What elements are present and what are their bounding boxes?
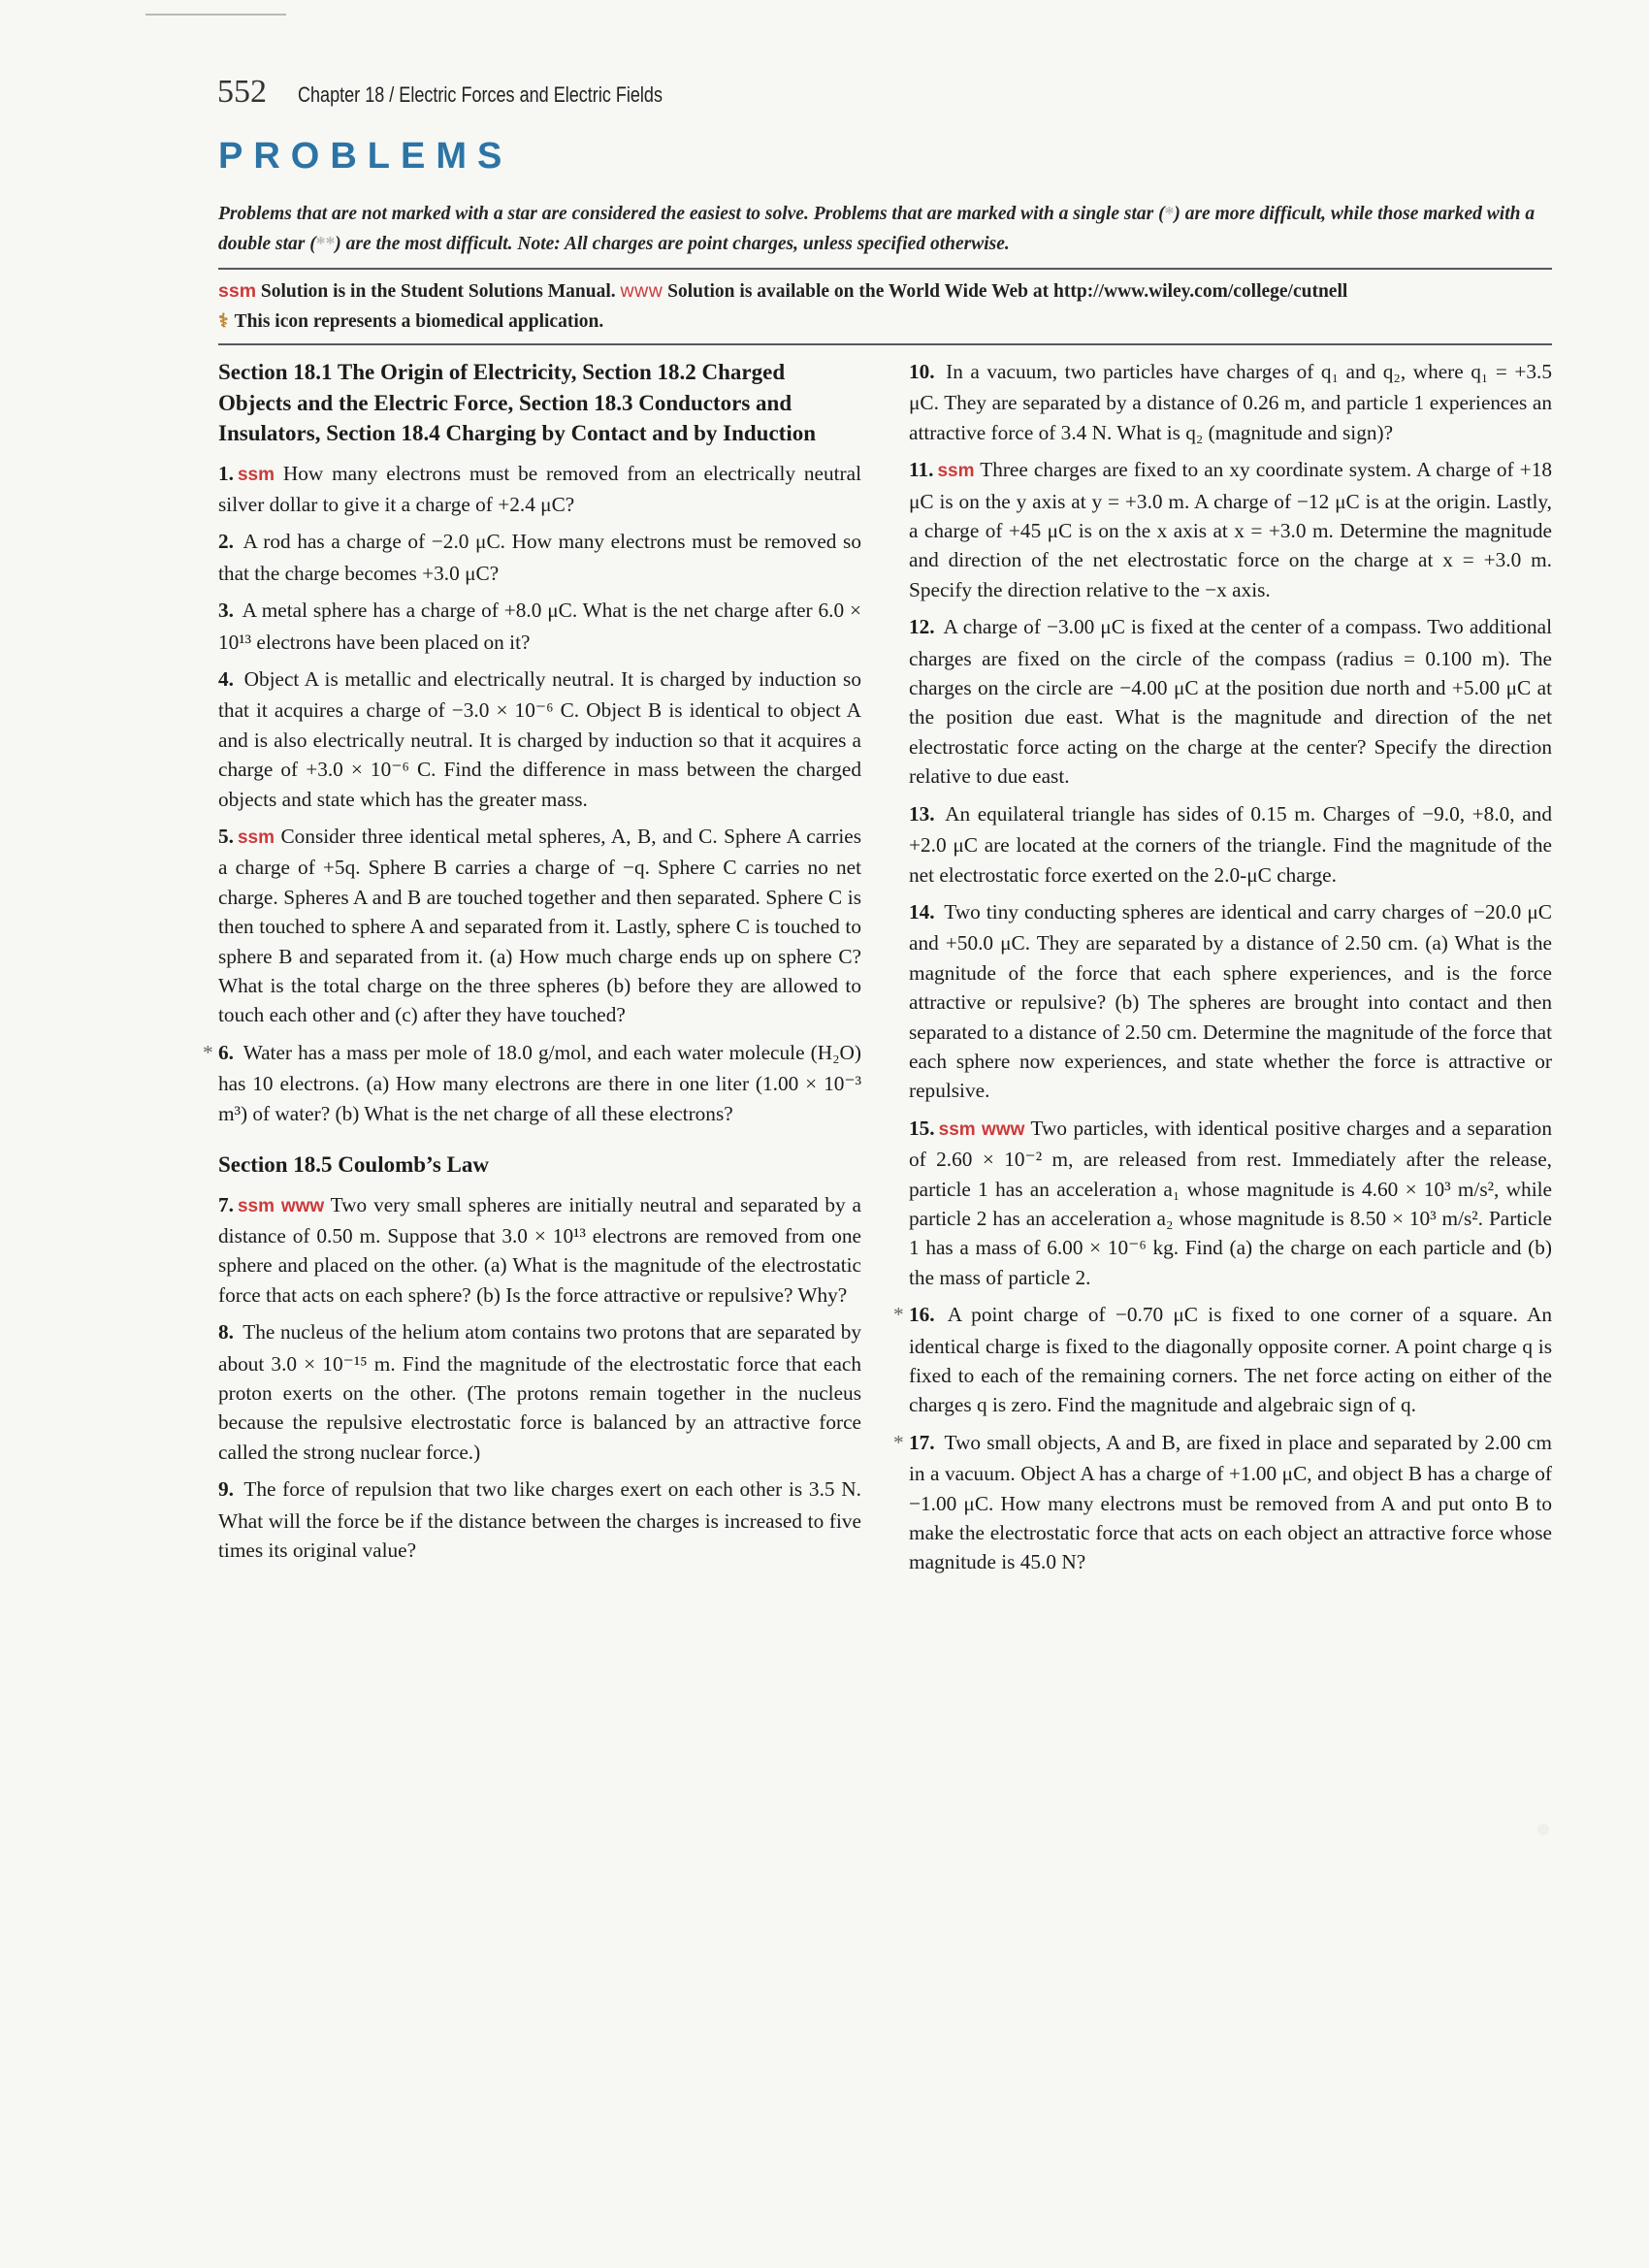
problem-item xyxy=(909,1114,1552,1292)
difficulty-star-icon: * xyxy=(203,1040,213,1064)
single-star-icon: * xyxy=(1164,204,1175,224)
problem-item xyxy=(218,459,861,520)
problem-item xyxy=(893,1300,1552,1420)
problem-number: 2. xyxy=(218,530,234,554)
www-description: Solution is available on the World Wide Web at http://www.wiley.com/college/cutnell xyxy=(667,281,1348,302)
chapter-title: Chapter 18 / Electric Forces and Electric Fields xyxy=(298,82,663,107)
left-column xyxy=(203,357,861,1572)
problem-item xyxy=(909,612,1552,791)
problem-item xyxy=(218,1190,861,1311)
problem-number: 14. xyxy=(909,899,935,923)
bio-description: This icon represents a biomedical application. xyxy=(234,311,604,332)
problem-number: 3. xyxy=(218,599,234,623)
section-heading: Section 18.1 The Origin of Electricity, Section 18.2 Charged Objects and the Electric Force, Section 18.3 Conductors and Insulators, Section 18.4 Charging by Contact and by Induction xyxy=(218,360,817,445)
problem-number: 16. xyxy=(909,1303,935,1327)
legend-line-2 xyxy=(218,307,1557,337)
right-column xyxy=(893,357,1553,1585)
problem-number: 17. xyxy=(909,1430,935,1454)
problem-item xyxy=(203,1038,861,1128)
problem-text: Two very small spheres are initially neutral and separated by a distance of 0.50 m. Suppose that 3.0 × 10¹³ electrons are removed from one sphere and placed on the other. (a) What is the magnitude of the electrostatic force that acts on each sphere? (b) Is the force attractive or repulsive? Why? xyxy=(218,1192,861,1307)
problem-number: 6. xyxy=(218,1040,234,1064)
problem-text: A charge of −3.00 μC is fixed at the center of a compass. Two additional charges are fixed on the circle of the compass (radius = 0.100 m). The charges on the circle are −4.00 μC at the position due north and +5.00 μC at the position due east. What is the magnitude and direction of the net electrostatic force acting on the charge at the center? Specify the direction relative to due east. xyxy=(909,615,1553,789)
difficulty-star-icon: * xyxy=(893,1430,904,1454)
ssm-tag: ssm xyxy=(218,280,257,302)
problem-number: 5. xyxy=(218,824,234,848)
problem-item xyxy=(218,527,861,588)
problem-item xyxy=(909,455,1552,604)
problem-text: The force of repulsion that two like charges exert on each other is 3.5 N. What will the force be if the distance between the charges is increased to five times its original value? xyxy=(218,1477,861,1562)
double-star-icon: ** xyxy=(315,234,336,254)
problem-number: 11. xyxy=(909,458,934,482)
problems-heading: PROBLEMS xyxy=(218,136,513,177)
caduceus-icon: ⚕ xyxy=(218,311,229,332)
problem-number: 8. xyxy=(218,1320,234,1345)
problem-text: The nucleus of the helium atom contains two protons that are separated by about 3.0 × 10⁻¹⁵ m. Find the magnitude of the electrostatic force that each proton exerts on the other. (The protons remain together in the nucleus because the repulsive electrostatic force is balanced by an attractive force called the strong nuclear force.) xyxy=(218,1320,861,1464)
section-heading: Section 18.5 Coulomb’s Law xyxy=(218,1152,489,1178)
problem-text: An equilateral triangle has sides of 0.15 m. Charges of −9.0, +8.0, and +2.0 μC are located at the corners of the triangle. Find the magnitude of the net electrostatic force exerted on the 2.0-μC charge. xyxy=(909,801,1552,887)
problem-item xyxy=(218,1317,861,1467)
intro-text-1: Problems that are not marked with a star are considered the easiest to solve. Problems that are marked with a single star ( xyxy=(218,204,1165,224)
solution-tags: ssm xyxy=(237,464,275,485)
difficulty-star-icon: * xyxy=(893,1303,904,1327)
legend-box xyxy=(218,276,1557,337)
legend-top-rule xyxy=(218,268,1552,270)
www-tag: www xyxy=(620,280,663,302)
problem-text: A metal sphere has a charge of +8.0 μC. What is the net charge after 6.0 × 10¹³ electrons have been placed on it? xyxy=(218,599,861,654)
problem-number: 7. xyxy=(218,1192,234,1216)
problem-list xyxy=(218,1190,861,1566)
solution-tags: ssm xyxy=(937,461,975,482)
problem-text: Two small objects, A and B, are fixed in place and separated by 2.00 cm in a vacuum. Object A has a charge of +1.00 μC, and object B has a charge of −1.00 μC. How many electrons must be removed from A and put onto B to make the electrostatic force that acts on each object an attractive force whose magnitude is 45.0 N? xyxy=(909,1430,1552,1574)
legend-line-1 xyxy=(218,276,1557,307)
problem-text: In a vacuum, two particles have charges of q₁ and q₂, where q₁ = +3.5 μC. They are separated by a distance of 0.26 m, and particle 1 experiences an attractive force of 3.4 N. What is q₂ (magnitude and sign)? xyxy=(909,360,1553,444)
problem-item xyxy=(218,664,861,814)
page-blemish xyxy=(1537,1824,1549,1835)
top-edge-rule xyxy=(146,14,286,16)
solution-tags: ssm www xyxy=(938,1118,1025,1140)
problem-item xyxy=(909,799,1552,890)
problem-number: 10. xyxy=(909,360,935,383)
problem-text: A rod has a charge of −2.0 μC. How many electrons must be removed so that the charge becomes +3.0 μC? xyxy=(218,530,861,585)
problem-item xyxy=(909,897,1552,1106)
problem-item xyxy=(893,1428,1552,1577)
problem-text: Three charges are fixed to an xy coordinate system. A charge of +18 μC is on the y axis at y = +3.0 m. A charge of −12 μC is at the origin. Lastly, a charge of +45 μC is on the x axis at x = +3.0 m. Determine the magnitude and direction of the net electrostatic force on the charge at x = +3.0 m. Specify the direction relative to the −x axis. xyxy=(909,458,1552,601)
ssm-description: Solution is in the Student Solutions Manual. xyxy=(260,281,616,302)
problem-number: 13. xyxy=(909,801,935,826)
problem-text: Water has a mass per mole of 18.0 g/mol, and each water molecule (H₂O) has 10 electrons. (a) How many electrons are there in one liter (1.00 × 10⁻³ m³) of water? (b) What is the net charge of all these electrons? xyxy=(218,1040,861,1125)
problem-number: 9. xyxy=(218,1477,234,1502)
problem-text: Two tiny conducting spheres are identical and carry charges of −20.0 μC and +50.0 μC. They are separated by a distance of 2.50 cm. (a) What is the magnitude of the force that each sphere experiences, and is the force attractive or repulsive? (b) The spheres are brought into contact and then separated to a distance of 2.50 cm. Determine the magnitude of the force that each sphere now experiences, and state whether the force is attractive or repulsive. xyxy=(909,899,1552,1103)
problem-item xyxy=(218,596,861,657)
problem-text: How many electrons must be removed from an electrically neutral silver dollar to give it a charge of +2.4 μC? xyxy=(218,461,861,516)
problem-item xyxy=(909,357,1552,447)
legend-bottom-rule xyxy=(218,343,1552,345)
intro-text-2: ) are more difficult, while those marked with a double star ( xyxy=(218,204,1536,254)
problem-number: 4. xyxy=(218,666,234,691)
problem-list xyxy=(893,357,1553,1577)
problem-number: 12. xyxy=(909,615,935,639)
intro-paragraph xyxy=(218,199,1557,259)
problem-number: 15. xyxy=(909,1116,935,1140)
running-header xyxy=(217,74,743,111)
problem-list xyxy=(203,459,861,1129)
problem-text: Object A is metallic and electrically neutral. It is charged by induction so that it acquires a charge of −3.0 × 10⁻⁶ C. Object B is identical to object A and is also electrically neutral. It is charged by induction so that it acquires a charge of +3.0 × 10⁻⁶ C. Find the difference in mass between the charged objects and state which has the greater mass. xyxy=(218,666,861,811)
problem-text: A point charge of −0.70 μC is fixed to one corner of a square. An identical charge is fixed to the diagonally opposite corner. A point charge q is fixed to each of the remaining corners. The net force acting on either of the charges q is zero. Find the magnitude and algebraic sign of q. xyxy=(909,1303,1552,1417)
problem-number: 1. xyxy=(218,461,234,485)
page-number: 552 xyxy=(217,74,267,110)
solution-tags: ssm xyxy=(237,826,275,848)
problem-text: Consider three identical metal spheres, A, B, and C. Sphere A carries a charge of +5q. Sphere B carries a charge of −q. Sphere C carries no net charge. Spheres A and B are touched together and then separated. Sphere C is then touched to sphere A and separated from it. Lastly, sphere C is touched to sphere B and separated from it. (a) How much charge ends up on sphere C? What is the total charge on the three spheres (b) before they are allowed to touch each other and (c) after they have touched? xyxy=(218,824,861,1027)
problem-item xyxy=(218,1474,861,1565)
problem-item xyxy=(218,822,861,1030)
problem-text: Two particles, with identical positive charges and a separation of 2.60 × 10⁻² m, are released from rest. Immediately after the release, particle 1 has an acceleration a₁ whose magnitude is 4.60 × 10³ m/s², while particle 2 has an acceleration a₂ whose magnitude is 8.50 × 10³ m/s². Particle 1 has a mass of 6.00 × 10⁻⁶ kg. Find (a) the charge on each particle and (b) the mass of particle 2. xyxy=(909,1116,1552,1289)
solution-tags: ssm www xyxy=(237,1195,325,1216)
intro-text-3: ) are the most difficult. Note: All charges are point charges, unless specified otherwise. xyxy=(335,234,1010,254)
